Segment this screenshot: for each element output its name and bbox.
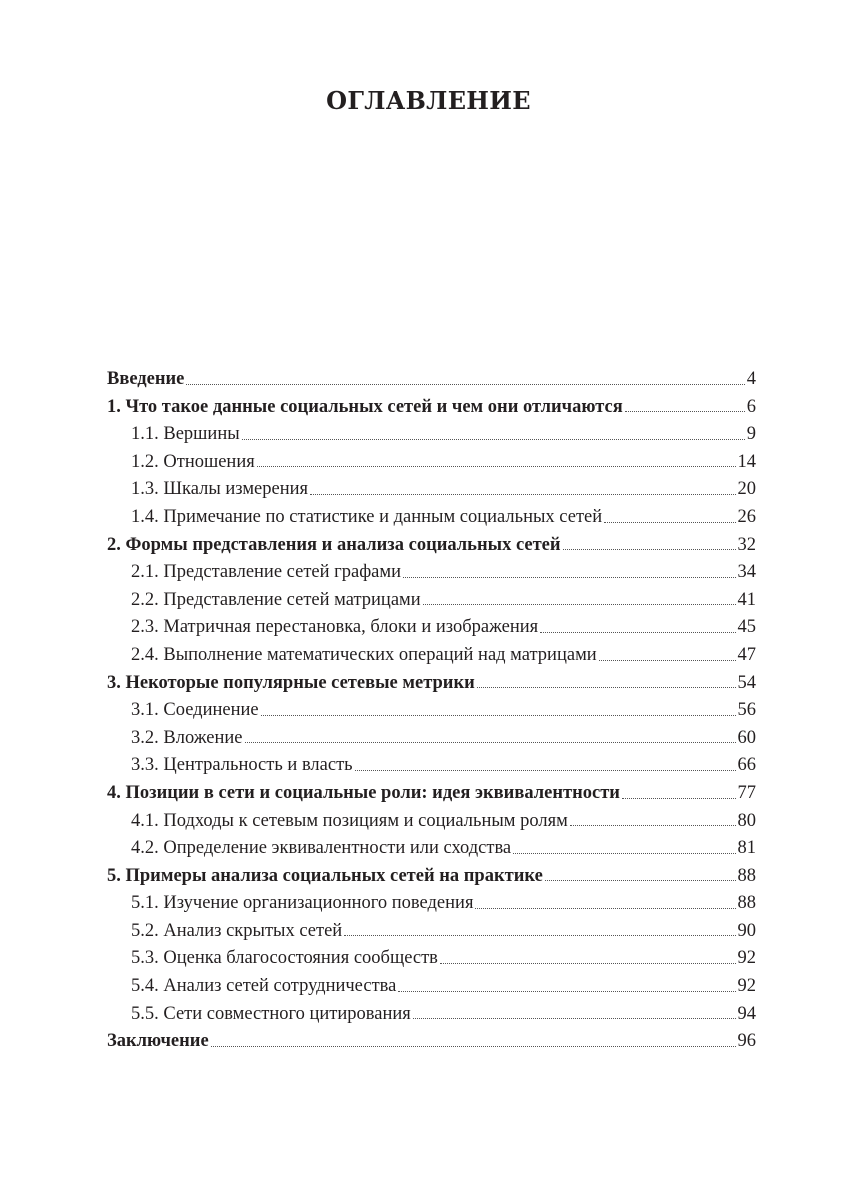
toc-section-entry — [107, 587, 756, 615]
toc-dot-leader — [540, 631, 735, 633]
toc-page-number: 32 — [737, 534, 756, 555]
toc-page-number: 92 — [737, 948, 756, 969]
toc-page-number: 66 — [737, 755, 756, 776]
toc-section-entry — [107, 504, 756, 532]
toc-entry-label: 3.3. Центральность и власть — [131, 755, 353, 776]
toc-section-entry — [107, 476, 756, 504]
toc-page-number: 96 — [737, 1031, 756, 1052]
toc-dot-leader — [475, 907, 735, 909]
toc-entry-label: 1. Что такое данные социальных сетей и чем они отличаются — [107, 396, 623, 417]
toc-entry-label: 2.4. Выполнение математических операций над матрицами — [131, 644, 597, 665]
toc-page-number: 56 — [737, 700, 756, 721]
toc-page-number: 60 — [737, 727, 756, 748]
toc-page-number: 20 — [737, 479, 756, 500]
toc-chapter-entry — [107, 1028, 756, 1056]
toc-dot-leader — [344, 934, 735, 936]
toc-chapter-entry — [107, 863, 756, 891]
page-title: ОГЛАВЛЕНИЕ — [326, 86, 531, 115]
toc-entry-label: 1.4. Примечание по статистике и данным социальных сетей — [131, 506, 603, 527]
toc-chapter-entry — [107, 670, 756, 698]
toc-entry-label: 5.4. Анализ сетей сотрудничества — [131, 976, 397, 997]
toc-dot-leader — [310, 493, 735, 495]
toc-section-entry — [107, 808, 756, 836]
toc-dot-leader — [513, 852, 735, 854]
toc-chapter-entry — [107, 394, 756, 422]
toc-entry-label: 5. Примеры анализа социальных сетей на практике — [107, 865, 543, 886]
toc-dot-leader — [545, 879, 736, 881]
toc-section-entry — [107, 945, 756, 973]
toc-entry-label: 3.2. Вложение — [131, 727, 243, 748]
toc-page-number: 45 — [737, 617, 756, 638]
toc-entry-label: 5.5. Сети совместного цитирования — [131, 1003, 411, 1024]
toc-dot-leader — [398, 990, 735, 992]
toc-entry-label: 5.3. Оценка благосостояния сообществ — [131, 948, 438, 969]
toc-page-number: 41 — [737, 589, 756, 610]
toc-section-entry — [107, 725, 756, 753]
toc-entry-label: 4.1. Подходы к сетевым позициям и социальным ролям — [131, 810, 568, 831]
toc-dot-leader — [625, 410, 745, 412]
toc-section-entry — [107, 614, 756, 642]
toc-entry-label: 5.2. Анализ скрытых сетей — [131, 920, 343, 941]
toc-entry-label: 5.1. Изучение организационного поведения — [131, 893, 474, 914]
toc-page-number: 47 — [737, 644, 756, 665]
toc-page-number: 4 — [746, 369, 756, 389]
toc-dot-leader — [245, 741, 736, 743]
toc-entry-label: 4. Позиции в сети и социальные роли: идея эквивалентности — [107, 782, 620, 803]
toc-section-entry — [107, 449, 756, 477]
toc-section-entry — [107, 697, 756, 725]
toc-section-entry — [107, 559, 756, 587]
toc-page-number: 34 — [737, 562, 756, 583]
toc-page-number: 77 — [737, 782, 756, 803]
toc-dot-leader — [242, 438, 745, 440]
toc-page-number: 54 — [737, 672, 756, 693]
toc-entry-label: 3. Некоторые популярные сетевые метрики — [107, 672, 475, 693]
toc-page-number: 88 — [737, 865, 756, 886]
toc-dot-leader — [477, 686, 736, 688]
toc-section-entry — [107, 973, 756, 1001]
toc-chapter-entry — [107, 780, 756, 808]
toc-dot-leader — [604, 521, 735, 523]
toc-dot-leader — [440, 962, 736, 964]
toc-chapter-entry — [107, 532, 756, 560]
toc-chapter-entry — [107, 366, 756, 394]
toc-dot-leader — [355, 769, 736, 771]
toc-dot-leader — [186, 383, 744, 385]
toc-entry-label: 2.3. Матричная перестановка, блоки и изображения — [131, 617, 539, 638]
toc-page-number: 26 — [737, 506, 756, 527]
toc-dot-leader — [423, 603, 736, 605]
toc-section-entry — [107, 421, 756, 449]
toc-entry-label: 3.1. Соединение — [131, 700, 259, 721]
toc-section-entry — [107, 752, 756, 780]
toc-page-number: 14 — [737, 451, 756, 472]
toc-page-number: 9 — [746, 424, 756, 445]
toc-section-entry — [107, 890, 756, 918]
toc-entry-label: 1.3. Шкалы измерения — [131, 479, 309, 500]
toc-dot-leader — [257, 465, 736, 467]
toc-entry-label: 2. Формы представления и анализа социальных сетей — [107, 534, 561, 555]
toc-entry-label: 1.2. Отношения — [131, 451, 255, 472]
toc-dot-leader — [261, 714, 736, 716]
toc-section-entry — [107, 835, 756, 863]
toc-dot-leader — [570, 824, 736, 826]
toc-page-number: 80 — [737, 810, 756, 831]
toc-page-number: 94 — [737, 1003, 756, 1024]
toc-dot-leader — [211, 1045, 736, 1047]
toc-section-entry — [107, 642, 756, 670]
toc-dot-leader — [622, 797, 736, 799]
toc-entry-label: Введение — [107, 369, 185, 389]
toc-entry-label: 4.2. Определение эквивалентности или сходства — [131, 838, 512, 859]
toc-page-number: 88 — [737, 893, 756, 914]
toc-section-entry — [107, 1001, 756, 1029]
toc-dot-leader — [599, 659, 736, 661]
toc-page-number: 6 — [746, 396, 756, 417]
table-of-contents — [107, 366, 756, 1056]
toc-section-entry — [107, 918, 756, 946]
toc-dot-leader — [413, 1017, 736, 1019]
toc-entry-label: 2.2. Представление сетей матрицами — [131, 589, 421, 610]
toc-entry-label: 1.1. Вершины — [131, 424, 240, 445]
toc-page-number: 81 — [737, 838, 756, 859]
toc-dot-leader — [403, 576, 736, 578]
toc-page-number: 92 — [737, 976, 756, 997]
toc-entry-label: 2.1. Представление сетей графами — [131, 562, 401, 583]
toc-dot-leader — [563, 548, 736, 550]
toc-entry-label: Заключение — [107, 1031, 209, 1052]
toc-page-number: 90 — [737, 920, 756, 941]
